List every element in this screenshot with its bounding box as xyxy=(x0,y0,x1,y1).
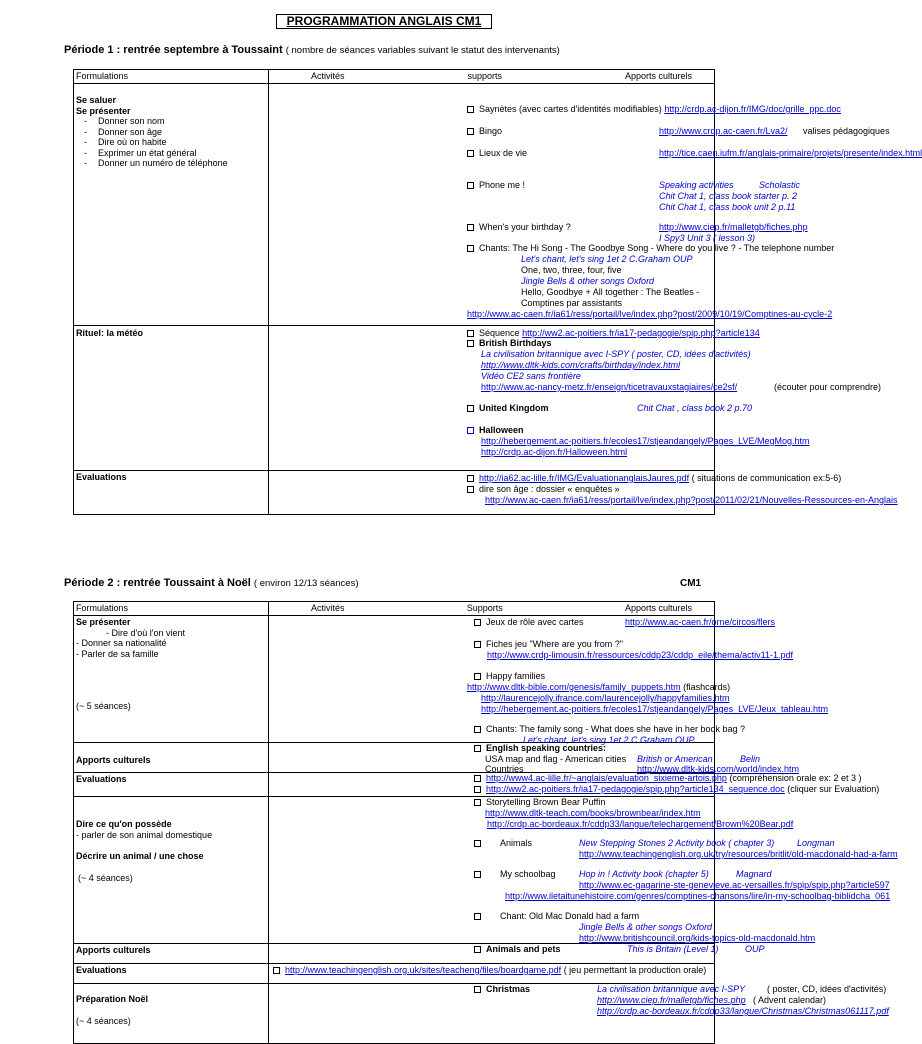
boardgame-note: ( jeu permettant la production orale) xyxy=(563,965,707,975)
table-row xyxy=(74,616,715,743)
table-header-row xyxy=(74,602,715,616)
link-omd[interactable]: http://www.britishcouncil.org/kids-topics-old-macdonald.htm xyxy=(579,933,816,943)
header-supports: supports xyxy=(467,71,502,81)
apports-culturels-label: Apports culturels xyxy=(76,755,151,765)
header-apports: Apports culturels xyxy=(624,71,692,81)
period-1-heading xyxy=(64,44,560,57)
period-2-heading xyxy=(64,577,358,590)
link-hf-1[interactable]: http://www.dltk-bible.com/genesis/family_puppets.htm xyxy=(467,682,681,692)
support-schoolbag-publisher: Magnard xyxy=(736,869,772,879)
formulation-dire-possede: Dire ce qu'on possède xyxy=(76,819,172,829)
activity-sequence: Séquence xyxy=(479,328,520,338)
link-schoolbag-2[interactable]: http://www.iletaitunehistoire.com/genres/comptines-chansons/lire/in-my-schoolbag-biblidcha_061 xyxy=(505,891,891,901)
bullet-icon xyxy=(467,224,474,231)
link-story-1[interactable]: http://www.dltk-teach.com/books/brownbear/index.htm xyxy=(485,808,701,818)
bullet-icon xyxy=(467,405,474,412)
support-chants: Let's chant, let's sing 1et 2 C.Graham OUP xyxy=(523,735,695,745)
link-birthday[interactable]: http://www.ciep.fr/malletgb/fiches.php xyxy=(659,222,808,232)
sessions-count: (~ 4 séances) xyxy=(76,1016,131,1026)
link-eval-1[interactable]: http://ia62.ac-lille.fr/IMG/EvaluationanglaisJaures.pdf xyxy=(479,473,690,483)
link-halloween-2[interactable]: http://crdp.ac-dijon.fr/Halloween.html xyxy=(481,447,628,457)
link-xmas-2[interactable]: http://www.ciep.fr/malletgb/fiches.php xyxy=(597,995,746,1005)
eval-1-note: (compréhension orale ex: 2 et 3 ) xyxy=(729,773,862,783)
link-jeux-role[interactable]: http://www.ac-caen.fr/orne/circos/flers xyxy=(625,617,776,627)
support-usa: USA map and flag - American cities xyxy=(485,754,627,764)
sessions-count: (~ 4 séances) xyxy=(78,873,133,883)
support-chants-5: Comptines par assistants xyxy=(521,298,623,308)
bullet-icon xyxy=(474,673,481,680)
link-halloween-1[interactable]: http://hebergement.ac-poitiers.fr/ecoles17/stjeandangely/Pages_LVE/MegMog.htm xyxy=(481,436,810,446)
culture-british-birthdays: British Birthdays xyxy=(479,338,552,348)
support-belin: Belin xyxy=(740,754,761,764)
bullet-icon xyxy=(467,486,474,493)
bullet-icon xyxy=(474,986,481,993)
activity-birthday: When's your birthday ? xyxy=(479,222,571,232)
rituel-meteo: Rituel: la météo xyxy=(76,328,144,338)
link-eval-2[interactable]: http://ww2.ac-poitiers.fr/ia17-pedagogie/spip.php?article134_sequence.doc xyxy=(486,784,785,794)
support-uk: Chit Chat , class book 2 p.70 xyxy=(637,403,753,413)
table-row xyxy=(74,984,715,1044)
link-comptines[interactable]: http://www.ac-caen.fr/ia61/ress/portail/lve/index.php?post/2009/10/19/Comptines-au-cycle-2 xyxy=(467,309,833,319)
link-sequence[interactable]: http://ww2.ac-poitiers.fr/ia17-pedagogie/spip.php?article134 xyxy=(522,328,760,338)
culture-english-countries: English speaking countries: xyxy=(486,743,607,753)
support-animals: New Stepping Stones 2 Activity book ( chapter 3) xyxy=(579,838,775,848)
list-item: - Donner son âge xyxy=(98,127,266,138)
bullet-icon xyxy=(273,967,280,974)
header-activites: Activités xyxy=(311,71,345,81)
bullet-icon xyxy=(467,475,474,482)
table-row xyxy=(74,944,715,964)
support-xmas-2-note: ( Advent calendar) xyxy=(753,995,827,1005)
header-supports: Supports xyxy=(466,603,503,613)
header-apports: Apports culturels xyxy=(624,603,692,613)
activity-phone: Phone me ! xyxy=(479,180,526,190)
list-item: - Parler de sa famille xyxy=(76,648,159,659)
support-chants-3: Jingle Bells & other songs Oxford xyxy=(521,276,655,286)
table-row xyxy=(74,964,715,984)
link-bb-4[interactable]: http://www.ac-nancy-metz.fr/enseign/ticetravauxstagiaires/ce2sf/ xyxy=(481,382,738,392)
support-animals-publisher: Longman xyxy=(797,838,835,848)
activity-fiches-jeu: Fiches jeu "Where are you from ?" xyxy=(486,639,623,649)
list-item: - Dire d'où l'on vient xyxy=(106,627,185,638)
evaluations-label: Evaluations xyxy=(74,964,269,984)
culture-halloween: Halloween xyxy=(479,425,524,435)
activity-chants: Chants: The Hi Song - The Goodbye Song - Where do you live ? - The telephone number xyxy=(479,243,835,253)
table-row xyxy=(74,743,715,773)
list-item: - Donner un numéro de téléphone xyxy=(98,158,266,169)
support-british-american: British or American xyxy=(637,754,713,764)
culture-animals-pets: Animals and pets xyxy=(486,944,561,954)
formulation-decrire: Décrire un animal / une chose xyxy=(76,851,204,861)
culture-united-kingdom: United Kingdom xyxy=(479,403,549,413)
link-story-2[interactable]: http://crdp.ac-bordeaux.fr/cddp33/langue/telechargement/Brown%20Bear.pdf xyxy=(487,819,794,829)
period-2-table xyxy=(73,601,898,1044)
period-1-table xyxy=(73,69,922,515)
table-row xyxy=(74,84,715,326)
table-row xyxy=(74,797,715,944)
support-schoolbag: Hop in ! Activity book (chapter 5) xyxy=(579,869,709,879)
activity-storytelling: Storytelling Brown Bear Puffin xyxy=(486,797,606,807)
support-chants-2: One, two, three, four, five xyxy=(521,265,622,275)
link-countries[interactable]: http://www.dltk-kids.com/world/index.htm xyxy=(637,764,800,774)
list-item: - parler de son animal domestique xyxy=(76,830,213,840)
bullet-icon xyxy=(474,946,481,953)
list-item: - Donner sa nationalité xyxy=(76,638,167,648)
table-header-row xyxy=(74,70,715,84)
bullet-icon xyxy=(467,340,474,347)
list-item: - Dire où on habite xyxy=(98,137,266,148)
bingo-note: valises pédagogiques xyxy=(803,126,890,136)
link-schoolbag-1[interactable]: http://www.ec-gagarine-ste-genevieve.ac-versailles.fr/spip/spip.php?article597 xyxy=(579,880,890,890)
support-birthday: I Spy3 Unit 3 ( lesson 3) xyxy=(659,233,756,243)
support-phone-publisher: Scholastic xyxy=(759,180,801,190)
activity-animals: Animals xyxy=(500,838,533,848)
bullet-icon xyxy=(474,775,481,782)
period-2-title: Période 2 : rentrée Toussaint à Noël xyxy=(64,577,251,589)
support-chants-1: Let's chant, let's sing 1et 2 C.Graham OUP xyxy=(521,254,693,264)
bullet-icon xyxy=(474,619,481,626)
support-chants-4: Hello, Goodbye + All together : The Beatles - xyxy=(521,287,700,297)
activity-jeux-role: Jeux de rôle avec cartes xyxy=(486,617,584,627)
link-eval-1[interactable]: http://www4.ac-lille.fr/~anglais/evaluation_sixieme-artois.php xyxy=(486,773,727,783)
activity-lieux: Lieux de vie xyxy=(479,148,528,158)
bullet-icon xyxy=(474,726,481,733)
culture-christmas: Christmas xyxy=(486,984,531,994)
formulation-preparation-noel: Préparation Noël xyxy=(76,994,149,1004)
support-bb-4-note: (écouter pour comprendre) xyxy=(774,382,882,392)
bullet-icon xyxy=(467,150,474,157)
activity-old-mac-donald: Chant: Old Mac Donald had a farm xyxy=(500,911,640,921)
link-eval-3[interactable]: http://www.ac-caen.fr/ia61/ress/portail/lve/index.php?post/2011/02/21/Nouvelles-Ressources-en-Anglais xyxy=(485,495,898,505)
evaluations-label: Evaluations xyxy=(74,471,269,515)
activity-saynetes: Saynètes (avec cartes d'identités modifiables) xyxy=(479,104,662,114)
period-1-title: Période 1 : rentrée septembre à Toussaint xyxy=(64,44,283,56)
activity-bingo: Bingo xyxy=(479,126,503,136)
eval-1-note: ( situations de communication ex:5-6) xyxy=(691,473,842,483)
link-hf-3[interactable]: http://hebergement.ac-poitiers.fr/ecoles17/stjeandangely/Pages_LVE/Jeux_tableau.htm xyxy=(481,704,829,714)
support-bb-3: Vidéo CE2 sans frontière xyxy=(481,371,581,381)
activity-happy-families: Happy families xyxy=(486,671,546,681)
link-animals[interactable]: http://www.teachingenglish.org.uk/try/resources/britlit/old-macdonald-had-a-farm xyxy=(579,849,898,859)
bullet-icon xyxy=(467,128,474,135)
list-item: - Exprimer un état général xyxy=(98,148,266,159)
table-row xyxy=(74,326,715,471)
formulation-se-saluer: Se saluer xyxy=(76,95,117,105)
bullet-icon xyxy=(474,913,481,920)
support-bb-1: La civilisation britannique avec I-SPY ( poster, CD, idées d'activités) xyxy=(481,349,751,359)
eval-2: dire son âge : dossier « enquêtes » xyxy=(479,484,620,494)
bullet-icon xyxy=(474,799,481,806)
period-2-subtitle: ( environ 12/13 séances) xyxy=(253,578,359,589)
support-omd: Jingle Bells & other songs Oxford xyxy=(579,922,713,932)
bullet-icon xyxy=(474,840,481,847)
period-1-subtitle: ( nombre de séances variables suivant le statut des intervenants) xyxy=(285,45,560,56)
bullet-icon xyxy=(467,427,474,434)
link-bb-2[interactable]: http://www.dltk-kids.com/crafts/birthday/index.html xyxy=(481,360,681,370)
link-hf-2[interactable]: http://laurencejolly.ifrance.com/laurencejolly/happyfamilies.htm xyxy=(481,693,730,703)
link-boardgame[interactable]: http://www.teachingenglish.org.uk/sites/teacheng/files/boardgame.pdf xyxy=(285,965,562,975)
bullet-icon xyxy=(474,871,481,878)
formulation-se-presenter: Se présenter xyxy=(76,617,131,627)
activity-chants: Chants: The family song - What does she have in her book bag ? xyxy=(486,724,745,734)
support-phone: Speaking activities xyxy=(659,180,734,190)
apports-culturels-label: Apports culturels xyxy=(74,944,269,964)
bullet-icon xyxy=(474,745,481,752)
list-item: - Donner son nom xyxy=(98,116,266,127)
eval-2-note: (cliquer sur Evaluation) xyxy=(787,784,880,794)
evaluations-label: Evaluations xyxy=(74,773,269,797)
header-formulations: Formulations xyxy=(74,70,269,84)
bullet-icon xyxy=(467,245,474,252)
support-xmas-1: La civilisation britannique avec I-SPY xyxy=(597,984,746,994)
header-formulations: Formulations xyxy=(74,602,269,616)
link-saynetes[interactable]: http://crdp.ac-dijon.fr/IMG/doc/grille_ppc.doc xyxy=(664,104,841,114)
support-phone-3: Chit Chat 1, class book unit 2 p.11 xyxy=(659,202,796,212)
table-row xyxy=(74,471,715,515)
link-bingo[interactable]: http://www.crdp.ac-caen.fr/Lva2/ xyxy=(659,126,788,136)
link-xmas-3[interactable]: http://crdp.ac-bordeaux.fr/cddp33/langue/Christmas/Christmas061117.pdf xyxy=(597,1006,889,1016)
support-oup: OUP xyxy=(745,944,765,954)
support-xmas-1-note: ( poster, CD, idées d'activités) xyxy=(767,984,887,994)
bullet-icon xyxy=(467,182,474,189)
support-phone-2: Chit Chat 1, class book starter p. 2 xyxy=(659,191,798,201)
class-level: CM1 xyxy=(680,578,702,589)
bullet-icon xyxy=(467,106,474,113)
header-activites: Activités xyxy=(311,603,345,613)
page-title: PROGRAMMATION ANGLAIS CM1 xyxy=(276,14,492,29)
link-lieux[interactable]: http://tice.caen.iufm.fr/anglais-primaire/projets/presente/index.html xyxy=(659,148,922,158)
link-fiches-jeu[interactable]: http://www.crdp-limousin.fr/ressources/cddp23/cddp_eile/thema/activ11-1.pdf xyxy=(487,650,793,660)
bullet-icon xyxy=(474,786,481,793)
support-this-is-britain: This is Britain (Level 1) xyxy=(627,944,719,954)
hf-1-note: (flashcards) xyxy=(683,682,731,692)
bullet-icon xyxy=(474,641,481,648)
table-row xyxy=(74,773,715,797)
sessions-count: (~ 5 séances) xyxy=(76,701,131,711)
support-countries: Countries xyxy=(485,764,524,774)
formulation-se-presenter: Se présenter xyxy=(76,105,131,116)
activity-schoolbag: My schoolbag xyxy=(500,869,556,879)
